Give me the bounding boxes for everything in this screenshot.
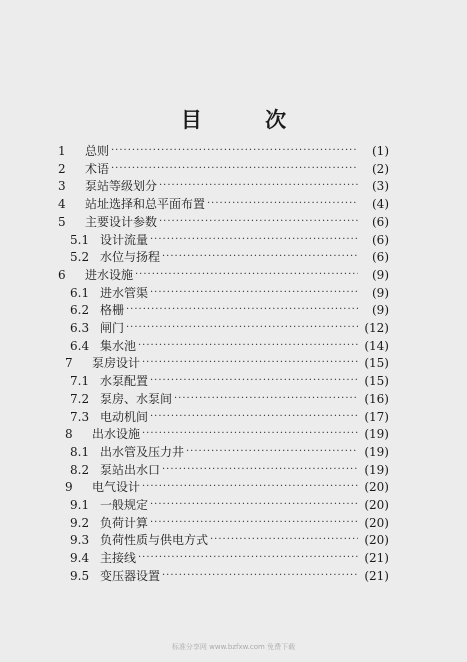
- toc-entry: [0, 478, 467, 496]
- toc-leader-dots: [174, 390, 358, 408]
- toc-entry-label: 进水设施: [85, 267, 134, 282]
- toc-entry-number: 6.2: [70, 303, 90, 318]
- toc-entry-page: (9): [372, 267, 389, 282]
- toc-entry-page: (2): [372, 161, 389, 176]
- toc-leader-dots: [150, 408, 358, 426]
- toc-leader-dots: [150, 284, 358, 302]
- toc-leader-dots: [126, 301, 358, 319]
- toc-entry-number: 9.5: [70, 568, 90, 583]
- toc-entry-page: (20): [364, 515, 389, 530]
- toc-entry: [0, 213, 467, 231]
- toc-leader-dots: [159, 177, 358, 195]
- toc-entry-number: 9.4: [70, 551, 90, 566]
- toc-entry-number: 4: [58, 197, 66, 212]
- toc-entry: [0, 160, 467, 178]
- toc-entry-page: (9): [372, 303, 389, 318]
- toc-entry: [0, 266, 467, 284]
- toc-leader-dots: [111, 142, 358, 160]
- toc-entry-page: (15): [364, 356, 389, 371]
- toc-entry-page: (16): [364, 391, 389, 406]
- toc-leader-dots: [138, 549, 358, 567]
- toc-entry-label: 泵站等级划分: [85, 179, 158, 194]
- toc-entry-page: (3): [372, 179, 389, 194]
- toc-leader-dots: [138, 337, 358, 355]
- watermark-footer: 标准分享网 www.bzfxw.com 免费下载: [171, 643, 296, 651]
- toc-entry-number: 9: [65, 480, 73, 495]
- toc-entry-page: (6): [372, 214, 389, 229]
- toc-entry-number: 7.2: [70, 391, 90, 406]
- toc-entry: [0, 231, 467, 249]
- toc-entry-number: 7.3: [70, 409, 90, 424]
- toc-entry: [0, 354, 467, 372]
- toc-leader-dots: [162, 567, 358, 585]
- toc-entry-page: (14): [364, 338, 389, 353]
- toc-entry-label: 电动机间: [100, 409, 149, 424]
- toc-entry-label: 主要设计参数: [85, 214, 158, 229]
- toc-entry-label: 主接线: [100, 551, 137, 566]
- toc-entry: [0, 337, 467, 355]
- toc-entry-label: 进水管渠: [100, 285, 149, 300]
- toc-entry-page: (6): [372, 232, 389, 247]
- toc-entry-page: (20): [364, 498, 389, 512]
- toc-entry-page: (21): [364, 551, 389, 566]
- toc-entry-label: 负荷计算: [100, 515, 149, 530]
- toc-entry-page: (19): [364, 444, 389, 459]
- toc-entry-number: 5.2: [70, 250, 90, 265]
- toc-entry-label: 总则: [85, 144, 110, 158]
- toc-leader-dots: [150, 372, 358, 390]
- toc-entry-number: 7.1: [70, 374, 90, 389]
- toc-entry-page: (15): [364, 374, 389, 389]
- toc-entry-label: 水位与扬程: [100, 250, 161, 265]
- toc-entry-label: 闸门: [100, 321, 125, 335]
- toc-leader-dots: [142, 354, 358, 372]
- toc-entry-page: (17): [364, 409, 389, 424]
- toc-entry-label: 出水管及压力井: [100, 444, 185, 459]
- toc-leader-dots: [142, 425, 358, 443]
- toc-entry-number: 7: [65, 356, 73, 371]
- toc-entry-number: 8: [65, 427, 73, 442]
- toc-entry-label: 格栅: [100, 303, 125, 318]
- toc-entry: [0, 372, 467, 390]
- toc-entry: [0, 177, 467, 195]
- toc-entry-page: (21): [364, 568, 389, 583]
- toc-leader-dots: [150, 231, 358, 249]
- toc-entry-label: 设计流量: [100, 232, 149, 247]
- toc-entry-label: 变压器设置: [100, 568, 161, 583]
- toc-leader-dots: [207, 195, 358, 213]
- toc-entry-label: 集水池: [100, 338, 137, 353]
- toc-entry-page: (19): [364, 427, 389, 442]
- toc-entry: [0, 301, 467, 319]
- toc-entry-page: (12): [364, 321, 389, 335]
- toc-leader-dots: [186, 443, 358, 461]
- toc-entry-number: 6.3: [70, 321, 90, 335]
- toc-entry: [0, 496, 467, 514]
- toc-entry: [0, 443, 467, 461]
- toc-entry-label: 出水设施: [92, 427, 141, 442]
- toc-entry: [0, 549, 467, 567]
- toc-entry-label: 一般规定: [100, 498, 149, 512]
- toc-entry: [0, 425, 467, 443]
- toc-entry-number: 8.2: [70, 462, 90, 477]
- toc-entry-label: 水泵配置: [100, 374, 149, 389]
- toc-leader-dots: [126, 319, 358, 337]
- toc-entry-number: 6.1: [70, 285, 90, 300]
- toc-leader-dots: [159, 213, 358, 231]
- toc-entry: [0, 531, 467, 549]
- toc-entry-label: 负荷性质与供电方式: [100, 533, 209, 548]
- toc-entry-page: (9): [372, 285, 389, 300]
- toc-entry: [0, 319, 467, 337]
- toc-entry-number: 9.2: [70, 515, 90, 530]
- toc-entry-page: (20): [364, 533, 389, 548]
- toc-entry: [0, 567, 467, 585]
- toc-entry-number: 6.4: [70, 338, 90, 353]
- toc-entry-number: 5: [58, 214, 66, 229]
- toc-leader-dots: [150, 496, 358, 514]
- toc-entry: [0, 514, 467, 532]
- toc-leader-dots: [142, 478, 358, 496]
- toc-entry-page: (6): [372, 250, 389, 265]
- toc-entry: [0, 408, 467, 426]
- toc-entry: [0, 142, 467, 160]
- toc-entry-label: 站址选择和总平面布置: [85, 197, 206, 212]
- toc-entry-page: (1): [372, 144, 389, 158]
- toc-entry: [0, 461, 467, 479]
- toc-leader-dots: [210, 531, 358, 549]
- toc-entry-number: 2: [58, 161, 66, 176]
- toc-entry-page: (19): [364, 462, 389, 477]
- toc-entry-label: 术语: [85, 161, 110, 176]
- toc-entry-number: 6: [58, 267, 66, 282]
- toc-entry-number: 5.1: [70, 232, 90, 247]
- toc-entry-label: 泵房、水泵间: [100, 391, 173, 406]
- toc-entry-number: 3: [58, 179, 66, 194]
- toc-leader-dots: [111, 160, 358, 178]
- toc-entry: [0, 390, 467, 408]
- toc-entry: [0, 248, 467, 266]
- toc-leader-dots: [162, 461, 358, 479]
- toc-entry-label: 泵站出水口: [100, 462, 161, 477]
- page-title: 目 次: [180, 108, 315, 132]
- toc-entry-number: 9.1: [70, 498, 90, 512]
- toc-leader-dots: [150, 514, 358, 532]
- toc-entry-page: (4): [372, 197, 389, 212]
- toc-entry-label: 泵房设计: [92, 356, 141, 371]
- toc-entry-number: 8.1: [70, 444, 90, 459]
- toc-entry-number: 1: [58, 144, 66, 158]
- toc-entry-label: 电气设计: [92, 480, 141, 495]
- toc-entry-number: 9.3: [70, 533, 90, 548]
- toc-leader-dots: [162, 248, 358, 266]
- toc-leader-dots: [135, 266, 358, 284]
- toc-entry: [0, 195, 467, 213]
- toc-entry-page: (20): [364, 480, 389, 495]
- toc-entry: [0, 284, 467, 302]
